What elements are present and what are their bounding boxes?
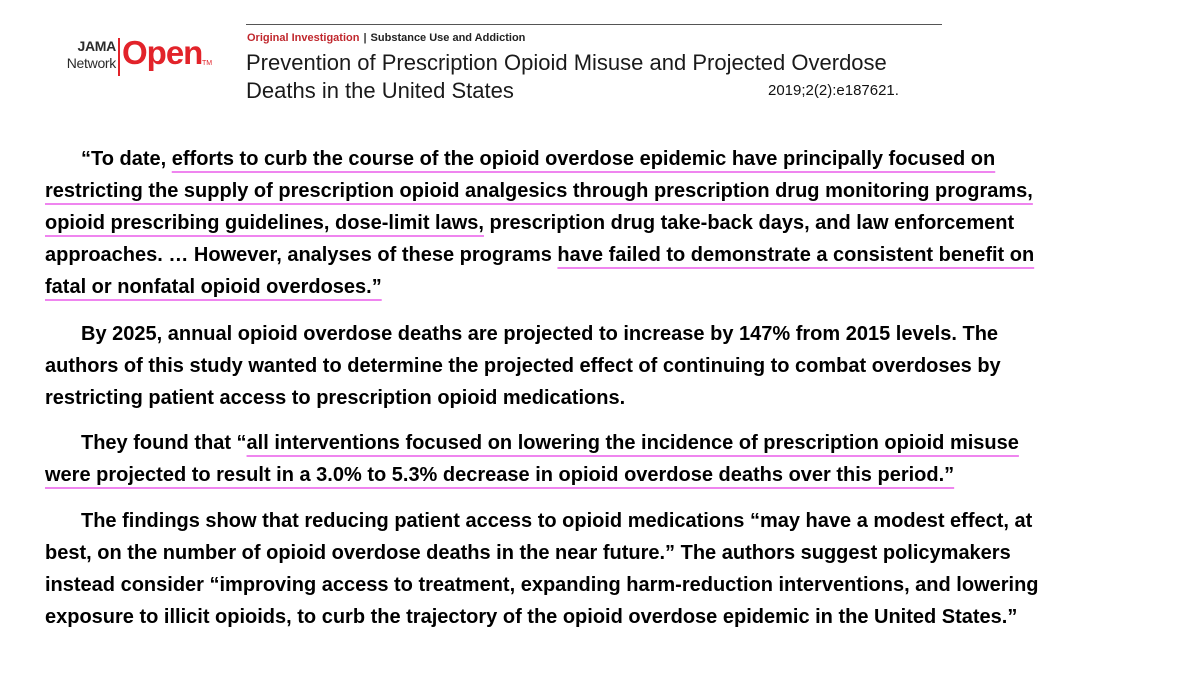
paragraph-line: [45, 427, 1155, 459]
logo-open-text: Open: [122, 34, 203, 71]
paragraph-line: [45, 459, 1155, 491]
quote-paragraph-1: [45, 143, 1155, 303]
highlighted-text: efforts to curb the course of the opioid overdose epidemic have principally focused on: [171, 148, 996, 170]
meta-separator: |: [363, 32, 367, 44]
paragraph-line: instead consider “improving access to treatment, expanding harm-reduction interventions, and lowering: [45, 574, 1039, 596]
logo-wordmark: [54, 38, 116, 72]
article-title-line1: Prevention of Prescription Opioid Misuse and Projected Overdose: [246, 50, 887, 75]
finding-paragraph-3: [45, 427, 1155, 491]
paragraph-line: [45, 271, 1155, 303]
highlighted-text: fatal or nonfatal opioid overdoses.”: [45, 276, 382, 298]
article-title-line2: Deaths in the United States: [246, 78, 514, 103]
paragraph-line: [45, 239, 1155, 271]
paragraph-line: authors of this study wanted to determine the projected effect of continuing to combat overdoses by: [45, 355, 1001, 377]
header-rule: [246, 24, 942, 25]
highlighted-text: have failed to demonstrate a consistent benefit on: [557, 244, 1035, 266]
paragraph-line: best, on the number of opioid overdose deaths in the near future.” The authors suggest policymakers: [45, 542, 1011, 564]
paragraph-line: restricting patient access to prescription opioid medications.: [45, 387, 626, 409]
paragraph-line: [45, 143, 1155, 175]
paragraph-line: The findings show that reducing patient access to opioid medications “may have a modest effect, at: [81, 510, 1033, 532]
paragraph-line: exposure to illicit opioids, to curb the trajectory of the opioid overdose epidemic in the United States.”: [45, 606, 1018, 628]
logo-divider: [118, 38, 120, 76]
paragraph-line: By 2025, annual opioid overdose deaths are projected to increase by 147% from 2015 levels. The: [81, 323, 999, 345]
logo-trademark: TM: [202, 60, 213, 67]
paragraph-line: [45, 207, 1155, 239]
article-meta: [247, 32, 525, 44]
logo-network-text: Network: [66, 55, 116, 71]
article-type: Original Investigation: [247, 32, 360, 44]
logo-jama-text: JAMA: [77, 38, 116, 54]
text-span: prescription drug take-back days, and law enforcement: [483, 212, 1015, 234]
article-section: Substance Use and Addiction: [370, 32, 526, 44]
highlighted-text: all interventions focused on lowering the incidence of prescription opioid misuse: [246, 432, 1019, 454]
highlighted-text: opioid prescribing guidelines, dose-limit laws,: [45, 212, 484, 234]
text-span: approaches. … However, analyses of these programs: [45, 244, 558, 266]
text-span: They found that “: [81, 432, 247, 454]
paragraph-line: [45, 175, 1155, 207]
summary-paragraph-2: [45, 318, 1155, 414]
highlighted-text: were projected to result in a 3.0% to 5.3% decrease in opioid overdose deaths over this period.”: [45, 464, 955, 486]
text-span: “To date,: [81, 148, 172, 170]
conclusion-paragraph-4: [45, 505, 1155, 633]
citation: 2019;2(2):e187621.: [768, 82, 899, 99]
highlighted-text: restricting the supply of prescription opioid analgesics through prescription drug monitoring programs,: [45, 180, 1033, 202]
